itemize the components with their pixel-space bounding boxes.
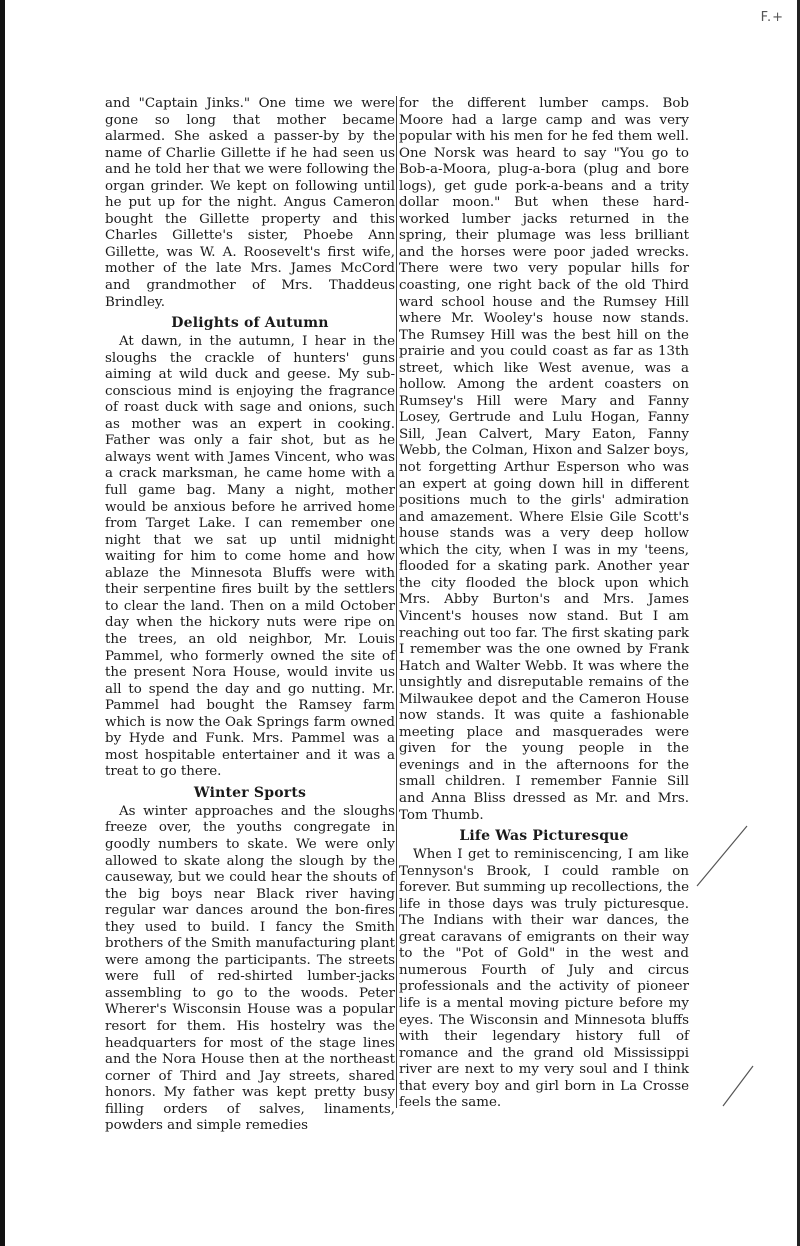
right-paragraph-1: for the different lumber camps. Bob Moore had a large camp and was very popular with his men for he fed them well. One Norsk was heard to say "You go to Bob-a-Moora, plug-a-bora (plug and bore logs), get gude pork-a-beans and a trity dollar moon." But when these hard-worked lumber jacks returned in the spring, their plumage was less brilliant and the horses were poor jaded wrecks. There were two very popular hills for coasting, one right back of the old Third ward school house and the Rumsey Hill where Mr. Wooley's house now stands. The Rumsey Hill was the best hill on the prairie and you could coast as far as 13th street, which like West avenue, was a hollow. Among the ardent coasters on Rumsey's Hill were Mary and Fanny Losey, Gertrude and Lulu Hogan, Fanny Sill, Jean Calvert, Mary Eaton, Fanny Webb, the Colman, Hixon and Salzer boys, not forgetting Arthur Esperson who was an expert at going down hill in different positions much to the girls' admiration and amazement. Where Elsie Gile Scott's house stands was a very deep hollow which the city, when I was in my 'teens, flooded for a skating park. Another year the city flooded the block upon which Mrs. Abby Burton's and Mrs. James Vincent's houses now stand. But I am reaching out too far. The first skating park I remember was the one owned by Frank Hatch and Walter Webb. It was where the unsightly and disreputable remains of the Milwaukee depot and the Cameron House now stands. It was quite a fashionable meeting place and masquerades were given for the young people in the evenings and in the afternoons for the small children. I remember Fannie Sill and Anna Bliss dressed as Mr. and Mrs. Tom Thumb. (399, 96, 689, 823)
pencil-mark-icon (627, 816, 767, 1116)
column-divider (396, 96, 397, 1108)
right-paragraph-2: When I get to reminiscencing, I am like Tennyson's Brook, I could ramble on forever. But summing up recollections, the life in those days was truly picturesque. The Indians with their war dances, the great caravans of emigrants on their way to the "Pot of Gold" in the west and numerous Fourth of July and circus professionals and the activity of pioneer life is a mental moving picture before my eyes. The Wisconsin and Minnesota bluffs with their legendary history full of romance and the grand old Mississippi river are next to my very soul and I think that every boy and girl born in La Crosse feels the same. (399, 847, 689, 1111)
heading-life-was-picturesque: Life Was Picturesque (459, 828, 629, 845)
scan-left-border (0, 0, 5, 1246)
left-column (105, 96, 395, 1135)
left-paragraph-1: and "Captain Jinks." One time we were gone so long that mother became alarmed. She asked a passer-by by the name of Charlie Gillette if he had seen us and he told her that we were following the organ grinder. We kept on following until he put up for the night. Angus Cameron bought the Gillette property and this Charles Gillette's sister, Phoebe Ann Gillette, was W. A. Roosevelt's first wife, mother of the late Mrs. James McCord and grandmother of Mrs. Thaddeus Brindley. (105, 96, 396, 310)
heading-winter-sports: Winter Sports (193, 784, 307, 801)
corner-annotation: F.+ (760, 10, 784, 25)
left-paragraph-2: At dawn, in the autumn, I hear in the sloughs the crackle of hunters' guns aiming at wild duck and geese. My sub-conscious mind is enjoying the fragrance of roast duck with sage and onions, such as mother was an expert in cooking. Father was only a fair shot, but as he always went with James Vincent, who was a crack marksman, he came home with a full game bag. Many a night, mother would be anxious before he arrived home from Target Lake. I can remember one night that we sat up until midnight waiting for him to come home and how ablaze the Minnesota Bluffs were with their serpentine fires built by the settlers to clear the land. Then on a mild October day when the hickory nuts were ripe on the trees, an old neighbor, Mr. Louis Pammel, who formerly owned the site of the present Nora House, would invite us all to spend the day and go nutting. Mr. Pammel had bought the Ramsey farm which is now the Oak Springs farm owned by Hyde and Funk. Mrs. Pammel was a most hospitable entertainer and it was a treat to go there. (105, 334, 395, 780)
heading-delights-of-autumn: Delights of Autumn (171, 315, 329, 332)
newspaper-clipping (95, 96, 701, 1134)
left-paragraph-3: As winter approaches and the sloughs freeze over, the youths congregate in goodly numbers to skate. We were only allowed to skate along the slough by the causeway, but we could hear the shouts of the big boys near Black river having regular war dances around the bon-fires they used to build. I fancy the Smith brothers of the Smith manufacturing plant were among the participants. The streets were full of red-shirted lumber-jacks assembling to go to the woods. Peter Wherer's Wisconsin House was a popular resort for them. His hostelry was the headquarters for most of the stage lines and the Nora House then at the northeast corner of Third and Jay streets, shared honors. My father was kept pretty busy filling orders of salves, linaments, powders and simple remedies (105, 803, 395, 1134)
